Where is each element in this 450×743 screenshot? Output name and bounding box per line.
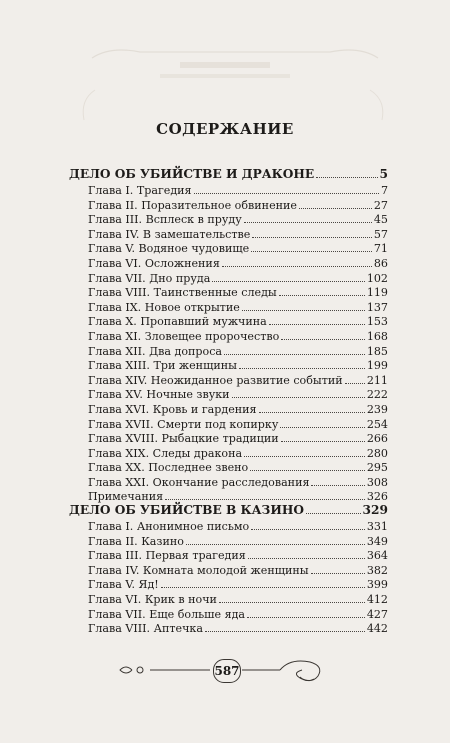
toc-entry-label: Глава XII. Два допроса	[88, 344, 223, 358]
toc-entry-page: 185	[366, 344, 388, 358]
leader-dots	[281, 432, 365, 442]
toc-entry[interactable]	[88, 199, 388, 214]
toc-entry[interactable]	[88, 374, 388, 389]
toc-entry-page: 86	[373, 256, 388, 270]
toc-entry[interactable]	[88, 418, 388, 433]
toc-entry[interactable]	[88, 549, 388, 564]
toc-entry-label: Глава III. Всплеск в пруду	[88, 213, 242, 227]
leader-dots	[316, 168, 377, 178]
toc-entry-label: Глава III. Первая трагедия	[88, 549, 246, 563]
toc-entry-page: 295	[366, 461, 388, 475]
toc-entry[interactable]	[88, 403, 388, 418]
toc-entry-page: 266	[366, 432, 388, 446]
leader-dots	[247, 608, 365, 618]
toc-entry[interactable]	[88, 272, 388, 287]
toc-entry-page: 280	[366, 446, 388, 460]
toc-entry[interactable]	[88, 476, 388, 491]
toc-entry[interactable]	[88, 447, 388, 462]
toc-entry[interactable]	[88, 242, 388, 257]
toc-entry-label: Глава VI. Осложнения	[88, 256, 220, 270]
toc-entry-page: 199	[366, 359, 388, 373]
leader-dots	[248, 549, 365, 559]
toc-entry-label: Глава I. Анонимное письмо	[88, 520, 250, 533]
toc-entry[interactable]	[88, 388, 388, 403]
toc-entry-label: Примечания	[88, 490, 164, 504]
toc-entry[interactable]	[88, 622, 388, 637]
toc-entry-page: 382	[366, 563, 388, 577]
toc-entry[interactable]	[88, 345, 388, 360]
toc-heading-label: ДЕЛО ОБ УБИЙСТВЕ И ДРАКОНЕ	[69, 167, 315, 181]
leader-dots	[232, 388, 365, 398]
toc-entry-label: Глава V. Яд!	[88, 578, 159, 592]
leader-dots	[244, 447, 365, 457]
toc-entry[interactable]	[88, 213, 388, 228]
page-number: 587	[213, 659, 241, 683]
toc-entry[interactable]	[88, 330, 388, 345]
toc-entry-page: 331	[366, 520, 388, 533]
leader-dots	[279, 286, 365, 296]
toc-entry-page: 399	[366, 578, 388, 592]
toc-entry-label: Глава II. Поразительное обвинение	[88, 198, 297, 212]
toc-entry-label: Глава XI. Зловещее пророчество	[88, 329, 280, 343]
toc-part-heading[interactable]	[69, 167, 388, 184]
toc-entry-page: 57	[373, 227, 388, 241]
toc-entry-label: Глава VIII. Аптечка	[88, 622, 203, 636]
toc-entry-page: 222	[366, 388, 388, 402]
leader-dots	[186, 535, 365, 545]
toc-entry-page: 442	[366, 622, 388, 636]
leader-dots	[244, 213, 372, 223]
leader-dots	[251, 242, 372, 252]
leader-dots	[306, 504, 361, 514]
leader-dots	[205, 622, 365, 632]
toc-entry-page: 239	[366, 402, 388, 416]
toc-entry[interactable]	[88, 301, 388, 316]
toc-entry[interactable]	[88, 608, 388, 623]
toc-entry-label: Глава XVI. Кровь и гардения	[88, 402, 257, 416]
toc-entry[interactable]	[88, 184, 388, 199]
toc-entry-label: Глава XVIII. Рыбацкие традиции	[88, 432, 279, 446]
leader-dots	[224, 345, 365, 355]
toc-entry-label: Глава II. Казино	[88, 534, 184, 548]
toc-entry-label: Глава XIV. Неожиданное развитие событий	[88, 373, 343, 387]
toc-heading-page: 329	[362, 503, 388, 517]
toc-entry-page: 102	[366, 271, 388, 285]
toc-entry-label: Глава XIX. Следы дракона	[88, 446, 243, 460]
leader-dots	[165, 490, 365, 500]
toc-entry-label: Глава XIII. Три женщины	[88, 359, 238, 373]
leader-dots	[242, 301, 365, 311]
toc-entry-page: 119	[366, 286, 388, 300]
contents-title: СОДЕРЖАНИЕ	[156, 120, 294, 138]
toc-entry[interactable]	[88, 315, 388, 330]
toc-entry-page: 427	[366, 607, 388, 621]
leader-dots	[259, 403, 365, 413]
leader-dots	[345, 374, 365, 384]
toc-entry[interactable]	[88, 286, 388, 301]
leader-dots	[311, 476, 364, 486]
toc-entry-label: Глава V. Водяное чудовище	[88, 242, 250, 256]
leader-dots	[161, 578, 365, 588]
toc-entry-label: Глава IX. Новое открытие	[88, 300, 240, 314]
leader-dots	[194, 184, 379, 194]
toc-entry-page: 254	[366, 417, 388, 431]
toc-entry[interactable]	[88, 593, 388, 608]
toc-entry-page: 211	[366, 373, 388, 387]
toc-entry[interactable]	[88, 432, 388, 447]
leader-dots	[219, 593, 365, 603]
toc-entry-page: 308	[366, 475, 388, 489]
leader-dots	[251, 520, 365, 530]
toc-entry-label: Глава XV. Ночные звуки	[88, 388, 230, 402]
toc-entry-label: Глава XX. Последнее звено	[88, 461, 249, 475]
toc-entry-page: 137	[366, 300, 388, 314]
toc-entry-label: Глава I. Трагедия	[88, 184, 192, 197]
toc-part-2	[69, 503, 388, 637]
toc-heading-label: ДЕЛО ОБ УБИЙСТВЕ В КАЗИНО	[69, 503, 304, 517]
toc-entry-page: 349	[366, 534, 388, 548]
toc-entry-label: Глава IV. Комната молодой женщины	[88, 563, 309, 577]
toc-entry[interactable]	[88, 461, 388, 476]
toc-entry-label: Глава VI. Крик в ночи	[88, 592, 217, 606]
toc-entry-page: 168	[366, 329, 388, 343]
leader-dots	[299, 199, 372, 209]
toc-entry[interactable]	[88, 359, 388, 374]
toc-part-heading[interactable]	[69, 503, 388, 520]
leader-dots	[212, 272, 365, 282]
leader-dots	[222, 257, 372, 267]
toc-entry[interactable]	[88, 535, 388, 550]
toc-entry-label: Глава VII. Еще больше яда	[88, 607, 246, 621]
leader-dots	[280, 418, 364, 428]
toc-entry-page: 45	[373, 213, 388, 227]
toc-entry-page: 71	[373, 242, 388, 256]
leader-dots	[269, 315, 365, 325]
toc-heading-page: 5	[379, 167, 388, 181]
toc-entry[interactable]	[88, 228, 388, 243]
toc-entry-label: Глава IV. В замешательстве	[88, 227, 251, 241]
toc-entry[interactable]	[88, 564, 388, 579]
toc-entry-page: 364	[366, 549, 388, 563]
leader-dots	[311, 564, 365, 574]
toc-entry-page: 153	[366, 315, 388, 329]
toc-entry-label: Глава X. Пропавший мужчина	[88, 315, 267, 329]
toc-entry-page: 412	[366, 592, 388, 606]
toc-entry[interactable]	[88, 257, 388, 272]
toc-entry-page: 27	[373, 198, 388, 212]
toc-entry-label: Глава XXI. Окончание расследования	[88, 475, 310, 489]
toc-entry-label: Глава XVII. Смерти под копирку	[88, 417, 279, 431]
toc-entry-label: Глава VIII. Таинственные следы	[88, 286, 277, 300]
toc-entry-page: 326	[366, 490, 388, 504]
toc-entry[interactable]	[88, 578, 388, 593]
leader-dots	[252, 228, 372, 238]
leader-dots	[250, 461, 365, 471]
leader-dots	[281, 330, 365, 340]
toc-part-1	[69, 167, 388, 505]
toc-entry[interactable]	[88, 520, 388, 535]
toc-entry-page: 7	[380, 184, 388, 197]
leader-dots	[239, 359, 365, 369]
toc-entry-label: Глава VII. Дно пруда	[88, 271, 211, 285]
